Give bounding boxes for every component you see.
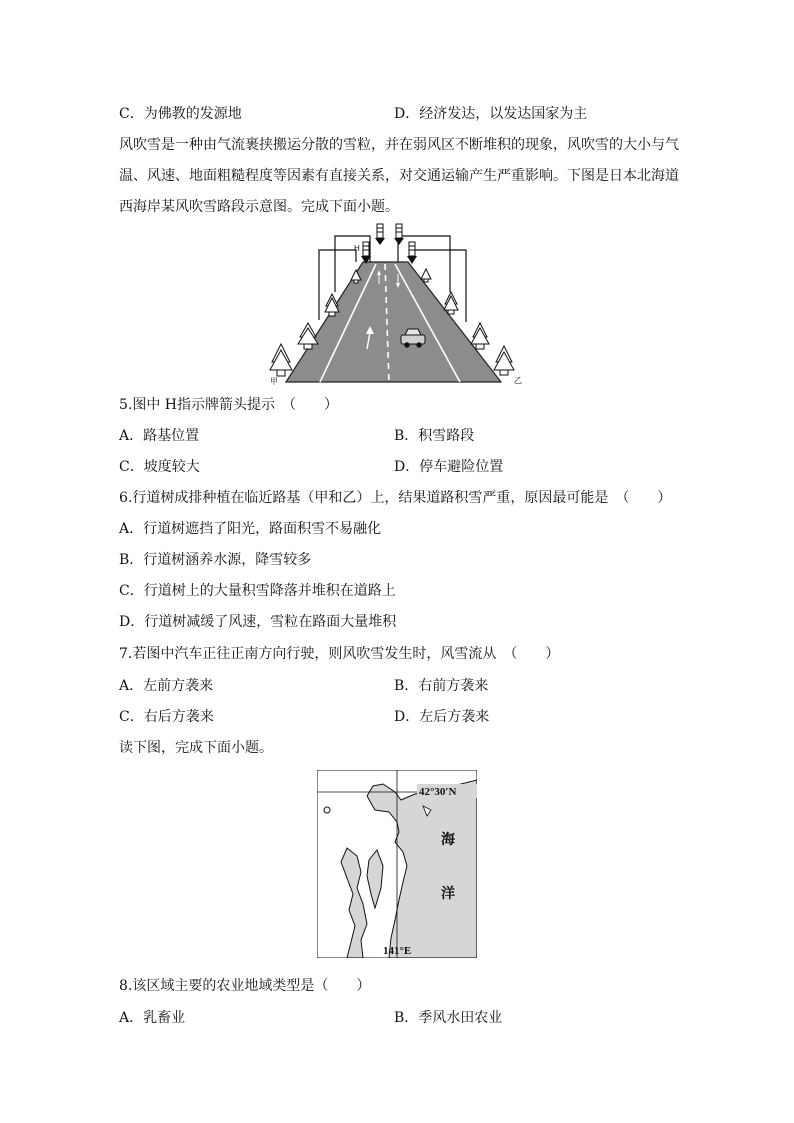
label-yi: 乙 [514,376,522,385]
h-sign-arrow-left [375,224,385,245]
sea-label-1: 海 [441,832,455,848]
q6-option-c: C．行道树上的大量积雪降落并堆积在道路上 [119,583,396,599]
h-sign-arrow-right-lower [407,242,417,264]
tree-icon [270,344,292,376]
tree-icon [494,346,514,375]
h-sign-arrow-right [394,224,404,245]
q6-stem: 6.行道树成排种植在临近路基（甲和乙）上，结果道路积雪严重，原因最可能是 （ ） [119,490,672,506]
intro-line-1: 风吹雪是一种由气流裹挟搬运分散的雪粒，并在弱风区不断堆积的现象，风吹雪的大小与气 [119,137,679,153]
q8-stem: 8.该区域主要的农业地域类型是（ ） [119,978,371,994]
region-map [317,770,477,958]
road-surface [286,262,501,382]
q7-option-d: D．左后方袭来 [394,709,490,725]
tree-icon [471,323,489,349]
intro-line-3: 西海岸某风吹雪路段示意图。完成下面小题。 [119,199,399,215]
q6-option-d: D．行道树减缓了风速，雪粒在路面大量堆积 [119,614,397,630]
q8-option-b: B．季风水田农业 [394,1010,503,1026]
q5-option-b: B．积雪路段 [394,428,475,444]
q5-option-a: A．路基位置 [119,428,200,444]
q7-option-b: B．右前方袭来 [394,678,489,694]
q8-option-a: A．乳畜业 [119,1010,186,1026]
q6-option-b: B．行道树涵养水源，降雪较多 [119,552,312,568]
longitude-label: 141°E [383,945,412,957]
map-intro: 读下图，完成下面小题。 [119,740,273,756]
sea-label-2: 洋 [441,886,455,902]
q5-stem: 5.图中 H指示牌箭头提示 （ ） [119,397,339,413]
intro-line-2: 温、风速、地面粗糙程度等因素有直接关系，对交通运输产生严重影响。下图是日本北海道 [119,168,679,184]
q7-stem: 7.若图中汽车正往正南方向行驶，则风吹雪发生时，风雪流从 （ ） [119,646,560,662]
label-jia: 甲 [270,377,278,386]
prev-option-c: C．为佛教的发源地 [119,106,242,122]
label-h: H [354,244,360,253]
q5-option-c: C．坡度较大 [119,459,200,475]
island [324,807,330,813]
road-diagram [268,222,530,386]
q5-option-d: D．停车避险位置 [394,459,504,475]
prev-option-d: D．经济发达，以发达国家为主 [394,106,588,122]
latitude-label: 42°30′N [419,786,457,798]
q7-option-a: A．左前方袭来 [119,678,214,694]
q7-option-c: C．右后方袭来 [119,709,214,725]
q6-option-a: A．行道树遮挡了阳光，路面积雪不易融化 [119,521,382,537]
